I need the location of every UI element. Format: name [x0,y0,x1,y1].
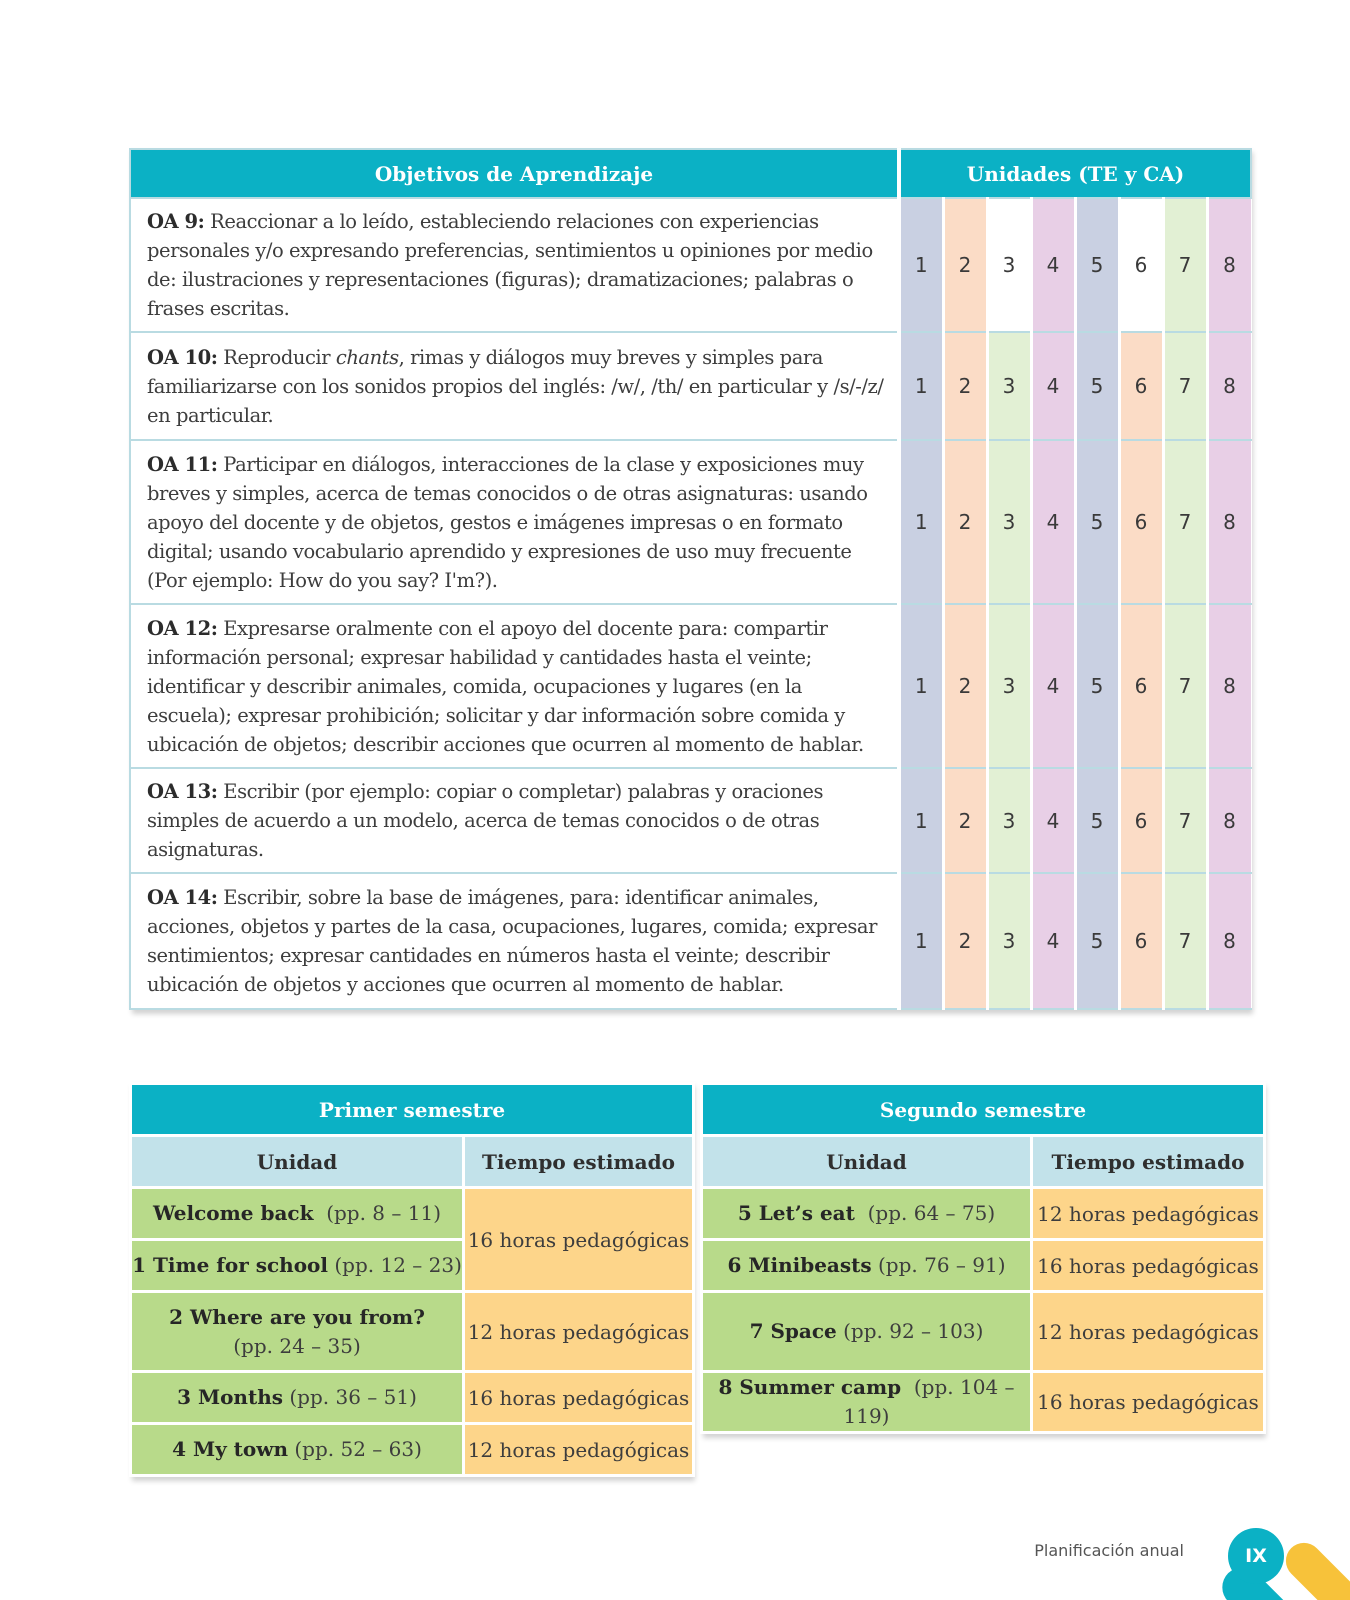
unit-pages: (pp. 24 – 35) [233,1333,361,1358]
unit-cell: 8 [1207,332,1251,440]
unit-cell: 1 [899,768,943,873]
unit-cell: 1 [899,873,943,1009]
unit-name: 7 Space [749,1319,837,1343]
unit-cell [131,1188,464,1240]
oa-code: OA 14: [147,886,218,909]
unit-pages: (pp. 64 – 75) [867,1201,996,1225]
unit-name: Welcome back [152,1201,314,1225]
unit-cell [131,1372,464,1424]
semester-table [700,1082,1266,1434]
oa-header-row [130,149,1251,198]
unit-name: 2 Where are you from? [169,1304,425,1329]
semester-title: Primer semestre [131,1084,694,1136]
oa-text: Expresarse oralmente con el apoyo del docente para: compartir información personal; expresar habilidad y cantidades hasta el veinte; identificar y describir animales, comida, ocupaciones y lugares (en la escuela); expresar prohibición; solicitar y dar información sobre comida y ubicación de objetos; describir acciones que ocurren al momento de hablar. [147,616,864,756]
unit-cell: 7 [1163,332,1207,440]
oa-code: OA 10: [147,345,218,369]
oa-text: Participar en diálogos, interacciones de la clase y exposiciones muy breves y simples, acerca de temas conocidos o de otras asignaturas: usando apoyo del docente y de objetos, gestos e imágenes impresas o en formato digital; usando vocabulario aprendido y expresiones de uso muy frecuente (Por ejemplo: How do you say? I'm?). [147,452,868,592]
unit-name: 4 My town [172,1437,289,1461]
unit-cell: 4 [1031,768,1075,873]
oa-code: OA 13: [147,780,218,803]
unit-cell: 6 [1119,604,1163,768]
unit-cell [131,1424,464,1476]
unit-cell [702,1240,1032,1292]
unit-cell: 4 [1031,604,1075,768]
time-cell: 12 horas pedagógicas [464,1424,694,1476]
unit-cell: 4 [1031,440,1075,604]
unit-cell: 7 [1163,198,1207,332]
unit-pages: (pp. 52 – 63) [294,1437,422,1461]
oa-text: Reproducir [223,345,336,369]
unit-cell: 7 [1163,768,1207,873]
oa-text-italic: chants [335,345,399,369]
unit-cell [702,1188,1032,1240]
unit-column-header: Unidad [131,1136,464,1188]
unit-cell: 3 [987,440,1031,604]
unit-cell: 8 [1207,768,1251,873]
time-cell: 12 horas pedagógicas [1032,1188,1265,1240]
unit-cell: 1 [899,332,943,440]
oa-row-9 [130,198,1251,332]
page-number-badge: IX [1228,1528,1284,1584]
unit-cell [702,1292,1032,1372]
unit-cell: 6 [1119,332,1163,440]
oa-description [130,873,899,1009]
unit-cell [131,1240,464,1292]
unit-pages: (pp. 92 – 103) [843,1319,984,1343]
unit-cell: 4 [1031,873,1075,1009]
unit-cell: 5 [1075,440,1119,604]
oa-description [130,198,899,332]
unit-cell: 8 [1207,873,1251,1009]
oa-text: Reaccionar a lo leído, estableciendo relaciones con experiencias personales y/o expresando preferencias, sentimientos u opiniones por medio de: ilustraciones y representaciones (figuras); dramatizaciones; palabras o frases escritas. [147,210,873,320]
unit-pages: (pp. 76 – 91) [878,1253,1006,1277]
unit-cell: 8 [1207,198,1251,332]
oa-description [130,332,899,440]
unit-cell [702,1372,1032,1433]
unit-cell: 2 [943,440,987,604]
unit-cell: 5 [1075,873,1119,1009]
semester-title: Segundo semestre [702,1084,1265,1136]
unit-cell: 7 [1163,604,1207,768]
units-header: Unidades (TE y CA) [899,149,1251,198]
second-semester-table [700,1082,1263,1434]
time-cell: 16 horas pedagógicas [464,1188,694,1292]
unit-name: 5 Let’s eat [737,1201,855,1225]
unit-column-header: Unidad [702,1136,1032,1188]
oa-row-11 [130,440,1251,604]
unit-cell: 6 [1119,768,1163,873]
unit-cell: 4 [1031,332,1075,440]
unit-cell: 3 [987,873,1031,1009]
unit-cell: 1 [899,604,943,768]
oa-table [129,148,1252,1010]
oa-row-10 [130,332,1251,440]
oa-text: , rimas y diálogos muy breves y simples para familiarizarse con los sonidos propios del inglés: /w/, /th/ en particular y /s/-/z/ en particular. [147,345,884,427]
unit-cell: 3 [987,768,1031,873]
decorative-yellow-swoosh [1278,1535,1350,1600]
unit-cell [131,1292,464,1372]
unit-cell: 7 [1163,440,1207,604]
oa-row-12 [130,604,1251,768]
objectives-header: Objetivos de Aprendizaje [130,149,899,198]
time-cell: 12 horas pedagógicas [464,1292,694,1372]
unit-cell: 2 [943,768,987,873]
unit-name: 8 Summer camp [718,1375,902,1399]
unit-cell: 6 [1119,440,1163,604]
unit-cell: 6 [1119,873,1163,1009]
unit-cell: 8 [1207,440,1251,604]
semester-table [129,1082,695,1477]
oa-text: Escribir (por ejemplo: copiar o completar) palabras y oraciones simples de acuerdo a un modelo, acerca de temas conocidos o de otras asignaturas. [147,780,824,861]
learning-objectives-table [129,148,1250,1010]
oa-code: OA 12: [147,616,218,640]
unit-cell: 7 [1163,873,1207,1009]
unit-cell: 4 [1031,198,1075,332]
time-column-header: Tiempo estimado [1032,1136,1265,1188]
unit-cell: 5 [1075,604,1119,768]
unit-cell: 8 [1207,604,1251,768]
oa-row-13 [130,768,1251,873]
unit-name: 1 Time for school [132,1253,328,1277]
oa-row-14 [130,873,1251,1009]
time-column-header: Tiempo estimado [464,1136,694,1188]
unit-cell: 2 [943,604,987,768]
oa-code: OA 11: [147,452,218,476]
time-cell: 16 horas pedagógicas [464,1372,694,1424]
section-label: Planificación anual [1034,1541,1184,1560]
unit-cell: 2 [943,873,987,1009]
unit-name: 6 Minibeasts [727,1253,872,1277]
unit-cell: 2 [943,198,987,332]
unit-cell: 5 [1075,332,1119,440]
time-cell: 12 horas pedagógicas [1032,1292,1265,1372]
unit-cell: 6 [1119,198,1163,332]
unit-name: 3 Months [177,1385,284,1409]
first-semester-table [129,1082,692,1477]
unit-pages: (pp. 8 – 11) [326,1201,442,1225]
oa-description [130,440,899,604]
unit-cell: 5 [1075,198,1119,332]
oa-code: OA 9: [147,210,205,233]
unit-pages: (pp. 12 – 23) [334,1253,462,1277]
unit-cell: 3 [987,332,1031,440]
unit-pages: (pp. 104 – 119) [843,1375,1015,1428]
unit-cell: 1 [899,440,943,604]
unit-cell: 5 [1075,768,1119,873]
oa-description [130,604,899,768]
time-cell: 16 horas pedagógicas [1032,1240,1265,1292]
unit-cell: 3 [987,604,1031,768]
unit-cell: 1 [899,198,943,332]
unit-cell: 2 [943,332,987,440]
oa-text: Escribir, sobre la base de imágenes, para: identificar animales, acciones, objetos y partes de la casa, ocupaciones, lugares, comida; expresar sentimientos; expresar cantidades en números hasta el veinte; describir ubicación de objetos y acciones que ocurren al momento de hablar. [147,886,877,996]
unit-pages: (pp. 36 – 51) [289,1385,417,1409]
oa-description [130,768,899,873]
unit-cell: 3 [987,198,1031,332]
time-cell: 16 horas pedagógicas [1032,1372,1265,1433]
